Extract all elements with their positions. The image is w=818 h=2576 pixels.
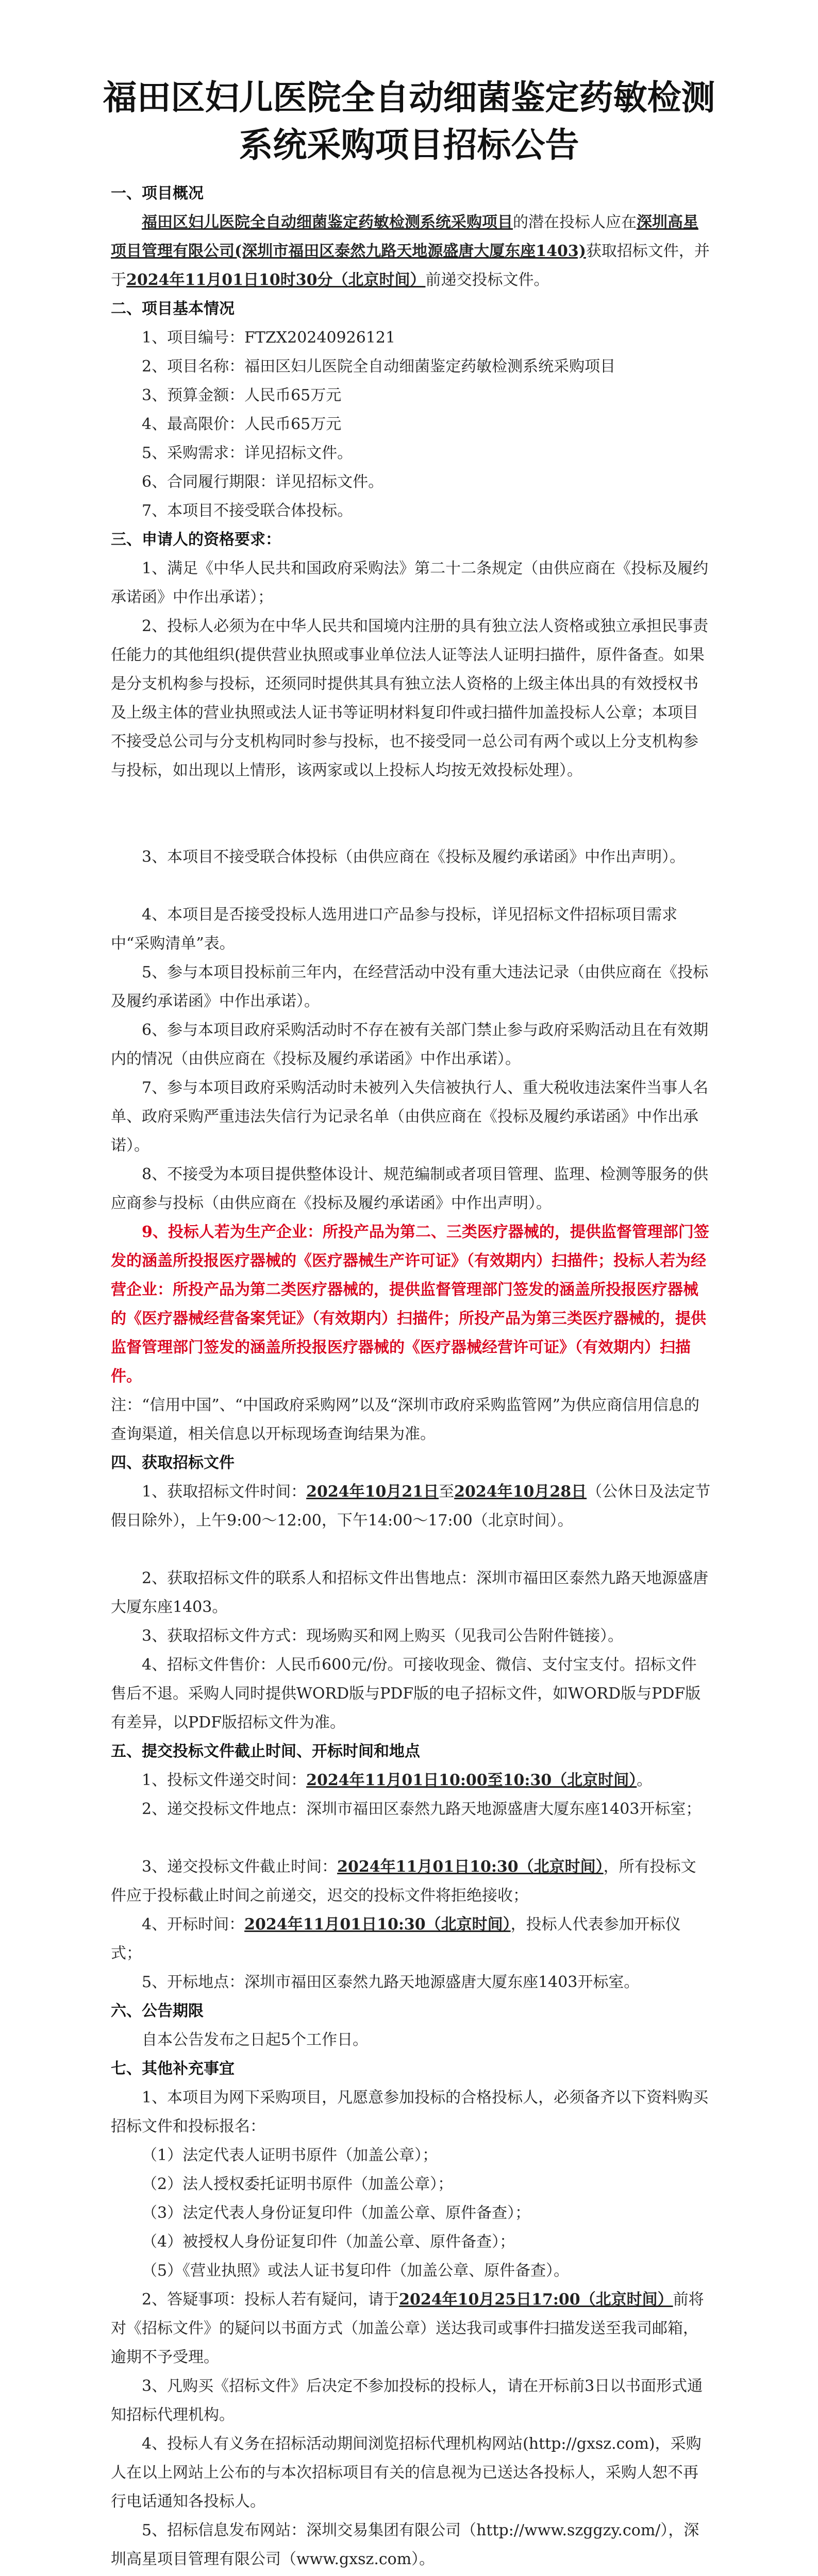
required-doc-item: （3）法定代表人身份证复印件（加盖公章、原件备查）；	[142, 2204, 531, 2222]
project-name-emphasis: 福田区妇儿医院全自动细菌鉴定药敏检测系统采购项目	[142, 213, 513, 231]
opening-time	[111, 1910, 711, 1968]
submission-text: 3、递交投标文件截止时间：	[142, 1858, 338, 1876]
overview-paragraph	[111, 208, 711, 295]
submission-deadline	[111, 1853, 711, 1910]
opening-text: ，投标人代表参加开标仪式；	[111, 1916, 681, 1962]
basic-info-item: 3、预算金额：人民币65万元	[142, 386, 342, 404]
obtain-end-date: 2024年10月28日	[454, 1483, 587, 1501]
qa-item	[111, 2285, 711, 2372]
qualification-item: 5、参与本项目投标前三年内，在经营活动中没有重大违法记录（由供应商在《投标及履约承诺函》中作出承诺）。	[111, 963, 709, 1010]
submission-window: 2024年11月01日10:00至10:30（北京时间）	[306, 1771, 637, 1789]
notice-period-text: 自本公告发布之日起5个工作日。	[142, 2031, 369, 2049]
page-title-line1: 福田区妇儿医院全自动细菌鉴定药敏检测	[103, 78, 715, 117]
opening-date: 2024年11月01日10:30（北京时间）	[244, 1916, 511, 1934]
qualification-item: 6、参与本项目政府采购活动时不存在被有关部门禁止参与政府采购活动且在有效期内的情况（由供应商在《投标及履约承诺函》中作出承诺）。	[111, 1021, 709, 1068]
other-item: 1、本项目为网下采购项目，凡愿意参加投标的合格投标人，必须备齐以下资料购买招标文件和投标报名：	[111, 2089, 709, 2136]
opening-text: 4、开标时间：	[142, 1916, 245, 1934]
other-item: 3、凡购买《招标文件》后决定不参加投标的投标人，请在开标前3日以书面形式通知招标代理机构。	[111, 2377, 703, 2424]
obtain-docs-text: （公休日及法定节假日除外），上午9:00～12:00，下午14:00～17:00（北京时间）。	[111, 1483, 711, 1530]
basic-info-item: 4、最高限价：人民币65万元	[142, 415, 342, 433]
qualification-item: 2、投标人必须为在中华人民共和国境内注册的具有独立法人资格或独立承担民事责任能力的其他组织(提供营业执照或事业单位法人证等法人证明扫描件，原件备查。如果是分支机构参与投标，还须同时提供其具有独立法人资格的上级主体出具的有效授权书及上级主体的营业执照或法人证书等证明材料复印件或扫描件加盖投标人公章；本项目不接受总公司与分支机构同时参与投标，也不接受同一总公司有两个或以上分支机构参与投标，如出现以上情形，该两家或以上投标人均按无效投标处理）。	[111, 617, 709, 779]
overview-text: 获取招标文件，并于	[111, 242, 710, 289]
qa-text: 2、答疑事项：投标人若有疑问，请于	[142, 2291, 399, 2309]
deadline-emphasis: 2024年11月01日10时30分（北京时间）	[126, 271, 426, 289]
obtain-docs-method: 3、获取招标文件方式：现场购买和网上购买（见我司公告附件链接）。	[142, 1627, 624, 1645]
qualification-item: 3、本项目不接受联合体投标（由供应商在《投标及履约承诺函》中作出声明）。	[142, 848, 686, 866]
section-heading-obtain-docs: 四、获取招标文件	[111, 1454, 235, 1472]
other-item: 4、投标人有义务在招标活动期间浏览招标代理机构网站(http://gxsz.com)，采购人在以上网站上公布的与本次招标项目有关的信息视为已送达各投标人，采购人恕不再行电话通知各投标人。	[111, 2435, 702, 2511]
submission-location: 2、递交投标文件地点：深圳市福田区泰然九路天地源盛唐大厦东座1403开标室；	[142, 1800, 702, 1818]
section-heading-other: 七、其他补充事宜	[111, 2060, 235, 2078]
basic-info-item: 6、合同履行期限：详见招标文件。	[142, 473, 384, 491]
submission-deadline-date: 2024年11月01日10:30（北京时间）	[337, 1858, 604, 1876]
qualification-item: 4、本项目是否接受投标人选用进口产品参与投标，详见招标文件招标项目需求中“采购清单”表。	[111, 906, 678, 953]
opening-location: 5、开标地点：深圳市福田区泰然九路天地源盛唐大厦东座1403开标室。	[142, 1973, 640, 1991]
basic-info-item: 5、采购需求：详见招标文件。	[142, 444, 353, 462]
overview-text: 的潜在投标人应在	[513, 213, 637, 231]
section-heading-qualifications: 三、申请人的资格要求：	[111, 531, 281, 549]
submission-text: 。	[637, 1771, 653, 1789]
qa-text: 前将对《招标文件》的疑问以书面方式（加盖公章）送达我司或事件扫描发送至我司邮箱，逾期不予受理。	[111, 2291, 704, 2366]
basic-info-item: 2、项目名称：福田区妇儿医院全自动细菌鉴定药敏检测系统采购项目	[142, 358, 616, 376]
qualification-item: 7、参与本项目政府采购活动时未被列入失信被执行人、重大税收违法案件当事人名单、政府采购严重违法失信行为记录名单（由供应商在《投标及履约承诺函》中作出承诺）。	[111, 1079, 709, 1155]
qualification-item-medical-device: 9、投标人若为生产企业：所投产品为第二、三类医疗器械的，提供监督管理部门签发的涵盖所投报医疗器械的《医疗器械生产许可证》（有效期内）扫描件；投标人若为经营企业：所投产品为第二类医疗器械的，提供监督管理部门签发的涵盖所投报医疗器械的《医疗器械经营备案凭证》（有效期内）扫描件；所投产品为第三类医疗器械的，提供监督管理部门签发的涵盖所投报医疗器械的《医疗器械经营许可证》（有效期内）扫描件。	[111, 1223, 709, 1385]
obtain-docs-text: 1、获取招标文件时间：	[142, 1483, 307, 1501]
obtain-docs-location: 2、获取招标文件的联系人和招标文件出售地点：深圳市福田区泰然九路天地源盛唐大厦东座1403。	[111, 1569, 709, 1616]
section-heading-submission: 五、提交投标文件截止时间、开标时间和地点	[111, 1742, 420, 1760]
required-doc-item: （2）法人授权委托证明书原件（加盖公章）；	[142, 2175, 454, 2193]
page-title-line2: 系统采购项目招标公告	[239, 125, 579, 165]
required-doc-item: （5）《营业执照》或法人证书复印件（加盖公章、原件备查）。	[142, 2262, 570, 2280]
submission-text: ，所有投标文件应于投标截止时间之前递交，迟交的投标文件将拒绝接收；	[111, 1858, 696, 1905]
obtain-docs-text: 至	[439, 1483, 455, 1501]
qualification-item: 1、满足《中华人民共和国政府采购法》第二十二条规定（由供应商在《投标及履约承诺函》中作出承诺）；	[111, 560, 709, 606]
required-doc-item: （4）被授权人身份证复印件（加盖公章、原件备查）；	[142, 2233, 515, 2251]
basic-info-item: 1、项目编号：FTZX20240926121	[142, 329, 396, 347]
other-item: 5、招标信息发布网站：深圳交易集团有限公司（http://www.szggzy.com/），深圳高星项目管理有限公司（www.gxsz.com）。	[111, 2521, 699, 2568]
qa-deadline: 2024年10月25日17:00（北京时间）	[399, 2291, 673, 2309]
obtain-docs-price: 4、招标文件售价：人民币600元/份。可接收现金、微信、支付宝支付。招标文件售后不退。采购人同时提供WORD版与PDF版的电子招标文件，如WORD版与PDF版有差异，以PDF版招标文件为准。	[111, 1656, 701, 1732]
basic-info-item: 7、本项目不接受联合体投标。	[142, 502, 353, 520]
section-heading-basic-info: 二、项目基本情况	[111, 300, 235, 318]
section-heading-overview: 一、项目概况	[111, 184, 204, 202]
submission-time	[111, 1766, 711, 1795]
obtain-docs-time	[111, 1478, 711, 1535]
required-doc-item: （1）法定代表人证明书原件（加盖公章）；	[142, 2146, 438, 2164]
obtain-start-date: 2024年10月21日	[306, 1483, 439, 1501]
overview-text: 前递交投标文件。	[425, 271, 549, 289]
submission-text: 1、投标文件递交时间：	[142, 1771, 307, 1789]
credit-note: 注：“信用中国”、“中国政府采购网”以及“深圳市政府采购监管网”为供应商信用信息的查询渠道，相关信息以开标现场查询结果为准。	[111, 1396, 700, 1443]
qualification-item: 8、不接受为本项目提供整体设计、规范编制或者项目管理、监理、检测等服务的供应商参与投标（由供应商在《投标及履约承诺函》中作出声明）。	[111, 1165, 709, 1212]
agency-address-emphasis: 深圳高星项目管理有限公司(深圳市福田区泰然九路天地源盛唐大厦东座1403)	[111, 213, 698, 260]
section-heading-notice-period: 六、公告期限	[111, 2002, 204, 2020]
